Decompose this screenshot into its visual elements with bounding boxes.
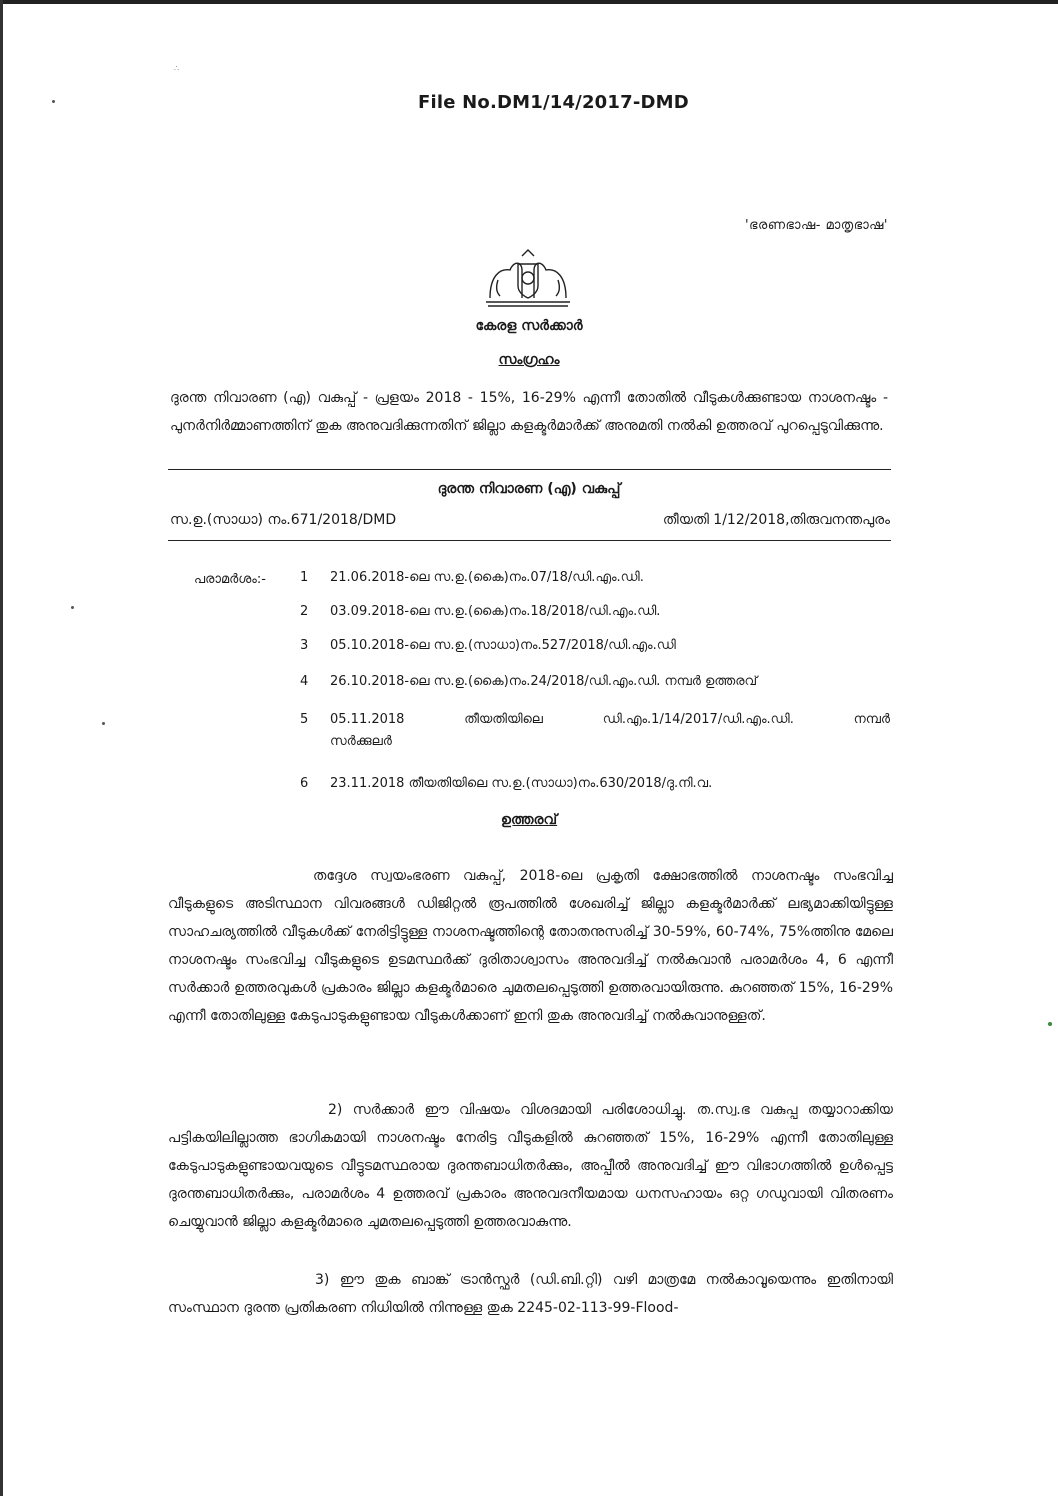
order-heading: ഉത്തരവ് <box>500 812 558 828</box>
reference-number: 2 <box>300 604 309 619</box>
reference-number: 1 <box>300 570 309 585</box>
order-paragraph-3: 3) ഈ തുക ബാങ്ക് ട്രാൻസ്ഫർ (ഡി.ബി.റ്റി) വഴി മാത്രമേ നൽകാവൂയെന്നും ഇതിനായി സംസ്ഥാന ദുരന്ത പ്രതികരണ നിധിയിൽ നിന്നുള്ള തുക 2245-02-113-99-Flood- <box>168 1272 893 1316</box>
reference-text: 26.10.2018-ലെ സ.ഉ.(കൈ)നം.24/2018/ഡി.എം.ഡി. നമ്പർ ഉത്തരവ് <box>330 674 758 689</box>
reference-text: 23.11.2018 തീയതിയിലെ സ.ഉ.(സാധാ)നം.630/2018/ദു.നി.വ. <box>330 776 713 791</box>
kerala-emblem-icon <box>484 246 572 310</box>
reference-text: 21.06.2018-ലെ സ.ഉ.(കൈ)നം.07/18/ഡി.എം.ഡി. <box>330 570 644 585</box>
reference-number: 5 <box>300 712 309 727</box>
order-date: തീയതി 1/12/2018,തിരുവനന്തപുരം <box>662 512 890 528</box>
scan-dot <box>102 722 105 725</box>
scan-dot <box>1048 1022 1052 1026</box>
divider-top <box>168 469 891 470</box>
reference-text: 05.11.2018 തീയതിയിലെ ഡി.എം.1/14/2017/ഡി.എം.ഡി. നമ്പർ <box>330 712 890 727</box>
reference-number: 6 <box>300 776 309 791</box>
divider-bottom <box>168 540 891 541</box>
reference-text: 05.10.2018-ലെ സ.ഉ.(സാധാ)നം.527/2018/ഡി.എം.ഡി <box>330 638 676 653</box>
page-edge-top <box>0 0 1058 4</box>
scan-dot <box>71 606 74 609</box>
scan-dot <box>52 100 55 103</box>
file-number: File No.DM1/14/2017-DMD <box>418 92 689 113</box>
reference-continuation: സർക്കുലർ <box>330 734 392 749</box>
official-language-motto: 'ഭരണഭാഷ- മാതൃഭാഷ' <box>745 218 888 233</box>
order-number: സ.ഉ.(സാധാ) നം.671/2018/DMD <box>170 512 397 528</box>
order-paragraph-1: തദ്ദേശ സ്വയംഭരണ വകുപ്പ്, 2018-ലെ പ്രകൃതി ക്ഷോഭത്തിൽ നാശനഷ്ടം സംഭവിച്ച വീടുകളുടെ അടിസ്ഥാന വിവരങ്ങൾ ഡിജിറ്റൽ രൂപത്തിൽ ശേഖരിച്ച് ജില്ലാ കളക്ടർമാർക്ക് ലഭ്യമാക്കിയിട്ടുള്ള സാഹചര്യത്തിൽ വീടുകൾക്ക് നേരിട്ടിട്ടുള്ള നാശനഷ്ടത്തിന്റെ തോതനുസരിച്ച് 30-59%, 60-74%, 75%ത്തിനു മേലെ നാശനഷ്ടം സംഭവിച്ച വീടുകളുടെ ഉടമസ്ഥർക്ക് ദുരിതാശ്വാസം അനുവദിച്ച് നൽകുവാൻ പരാമർശം 4, 6 എന്നീ സർക്കാർ ഉത്തരവുകൾ പ്രകാരം ജില്ലാ കളക്ടർമാരെ ചുമതലപ്പെടുത്തി ഉത്തരവായിരുന്നു. കുറഞ്ഞത് 15%, 16-29% എന്നീ തോതിലുള്ള കേടുപാടുകളുണ്ടായ വീടുകൾക്കാണ് ഇനി തുക അനുവദിച്ച് നൽകുവാനുള്ളത്. <box>168 868 893 1024</box>
abstract-heading: സംഗ്രഹം <box>498 352 560 368</box>
reference-number: 3 <box>300 638 309 653</box>
references-label: പരാമർശം:- <box>194 572 266 587</box>
department-name: ദുരന്ത നിവാരണ (എ) വകുപ്പ് <box>437 481 621 497</box>
scan-speck: ∴ <box>174 64 180 73</box>
government-name: കേരള സർക്കാർ <box>475 318 583 334</box>
abstract-text: ദുരന്ത നിവാരണ (എ) വകുപ്പ് - പ്രളയം 2018 - 15%, 16-29% എന്നീ തോതിൽ വീടുകൾക്കുണ്ടായ നാശനഷ്ടം - പുനർനിർമ്മാണത്തിന് തുക അനുവദിക്കുന്നതിന് ജില്ലാ കളക്ടർമാർക്ക് അനുമതി നൽകി ഉത്തരവ് പുറപ്പെടുവിക്കുന്നു. <box>170 390 888 434</box>
order-paragraph-2: 2) സർക്കാർ ഈ വിഷയം വിശദമായി പരിശോധിച്ചു. ത.സ്വ.ഭ വകുപ്പ തയ്യാറാക്കിയ പട്ടികയിലില്ലാത്ത ഭാഗികമായി നാശനഷ്ടം നേരിട്ട വീടുകളിൽ കുറഞ്ഞത് 15%, 16-29% എന്നീ തോതിലുള്ള കേടുപാടുകളുണ്ടായവയുടെ വീട്ടുടമസ്ഥരായ ദുരന്തബാധിതർക്കും, അപ്പീൽ അനുവദിച്ച് ഈ വിഭാഗത്തിൽ ഉൾപ്പെട്ട ദുരന്തബാധിതർക്കും, പരാമർശം 4 ഉത്തരവ് പ്രകാരം അനുവദനീയമായ ധനസഹായം ഒറ്റ ഗഡുവായി വിതരണം ചെയ്യുവാൻ ജില്ലാ കളക്ടർമാരെ ചുമതലപ്പെടുത്തി ഉത്തരവാകുന്നു. <box>168 1102 893 1230</box>
page-edge-left <box>0 0 3 1496</box>
reference-text: 03.09.2018-ലെ സ.ഉ.(കൈ)നം.18/2018/ഡി.എം.ഡി. <box>330 604 661 619</box>
reference-number: 4 <box>300 674 309 689</box>
